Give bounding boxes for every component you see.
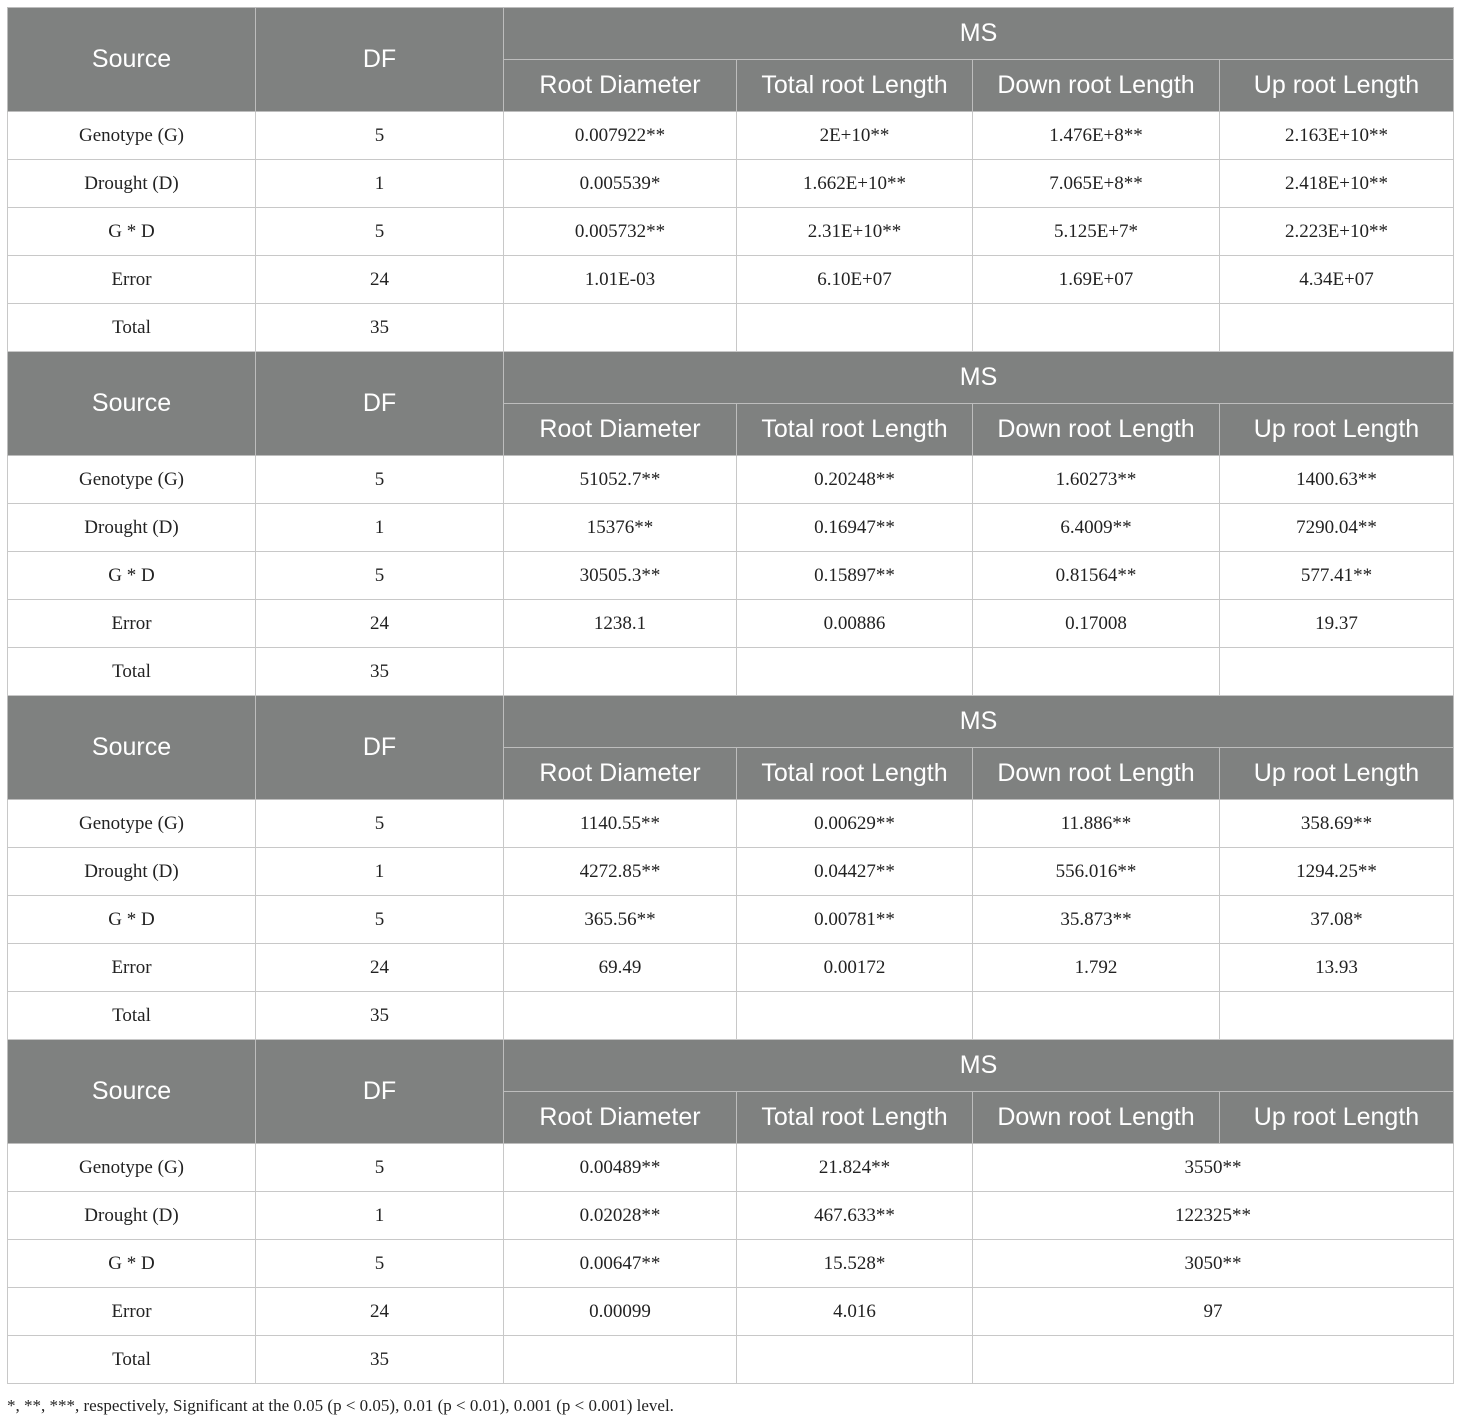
source-cell: G * D [8,1240,256,1288]
source-column-header: Source [8,352,256,456]
ms-value-cell: 365.56** [504,896,737,944]
table-row [8,1336,1454,1384]
ms-value-cell: 0.00647** [504,1240,737,1288]
ms-value-cell: 4.34E+07 [1220,256,1454,304]
ms-value-cell [504,304,737,352]
measure-column-header: Root Diameter [504,748,737,800]
source-cell: Error [8,600,256,648]
source-cell: Total [8,992,256,1040]
df-cell: 5 [256,800,504,848]
section-header-row [8,352,1454,404]
measure-column-header: Down root Length [973,60,1220,112]
df-cell: 5 [256,896,504,944]
table-row [8,848,1454,896]
measure-column-header: Total root Length [737,1092,973,1144]
ms-value-cell: 0.20248** [737,456,973,504]
df-cell: 1 [256,160,504,208]
ms-value-cell: 1.792 [973,944,1220,992]
table-row [8,1240,1454,1288]
section-header-row [8,696,1454,748]
df-cell: 35 [256,1336,504,1384]
ms-value-cell [504,1336,737,1384]
table-row [8,648,1454,696]
source-cell: Error [8,944,256,992]
table-row [8,944,1454,992]
ms-value-cell: 0.00099 [504,1288,737,1336]
df-cell: 1 [256,848,504,896]
ms-value-cell [973,1336,1454,1384]
df-column-header: DF [256,696,504,800]
ms-value-cell: 467.633** [737,1192,973,1240]
ms-value-cell: 11.886** [973,800,1220,848]
ms-value-cell: 6.4009** [973,504,1220,552]
ms-value-cell: 3050** [973,1240,1454,1288]
source-column-header: Source [8,1040,256,1144]
ms-value-cell [973,992,1220,1040]
ms-value-cell: 0.81564** [973,552,1220,600]
ms-value-cell: 1140.55** [504,800,737,848]
ms-value-cell: 1.69E+07 [973,256,1220,304]
ms-value-cell: 2.418E+10** [1220,160,1454,208]
ms-value-cell: 5.125E+7* [973,208,1220,256]
table-row [8,992,1454,1040]
ms-value-cell: 4272.85** [504,848,737,896]
ms-value-cell: 6.10E+07 [737,256,973,304]
ms-column-header: MS [504,696,1454,748]
df-cell: 1 [256,504,504,552]
table-row [8,1288,1454,1336]
source-cell: Drought (D) [8,160,256,208]
measure-column-header: Up root Length [1220,748,1454,800]
source-cell: Drought (D) [8,848,256,896]
measure-column-header: Total root Length [737,748,973,800]
ms-value-cell [1220,304,1454,352]
ms-value-cell: 0.00489** [504,1144,737,1192]
ms-value-cell: 358.69** [1220,800,1454,848]
df-cell: 35 [256,992,504,1040]
section-header-row [8,8,1454,60]
measure-column-header: Root Diameter [504,60,737,112]
ms-value-cell: 0.00781** [737,896,973,944]
source-cell: Drought (D) [8,504,256,552]
measure-column-header: Down root Length [973,748,1220,800]
df-cell: 24 [256,600,504,648]
ms-value-cell [1220,992,1454,1040]
anova-table [7,7,1454,1384]
measure-column-header: Total root Length [737,404,973,456]
table-row [8,256,1454,304]
df-cell: 24 [256,1288,504,1336]
source-cell: Drought (D) [8,1192,256,1240]
ms-value-cell: 37.08* [1220,896,1454,944]
source-cell: Error [8,1288,256,1336]
source-column-header: Source [8,8,256,112]
ms-value-cell: 1400.63** [1220,456,1454,504]
ms-value-cell [1220,648,1454,696]
ms-value-cell: 15.528* [737,1240,973,1288]
source-cell: Genotype (G) [8,112,256,160]
source-column-header: Source [8,696,256,800]
measure-column-header: Up root Length [1220,404,1454,456]
df-column-header: DF [256,352,504,456]
ms-value-cell: 30505.3** [504,552,737,600]
measure-column-header: Down root Length [973,404,1220,456]
ms-value-cell: 0.17008 [973,600,1220,648]
ms-value-cell: 1238.1 [504,600,737,648]
df-cell: 5 [256,1240,504,1288]
measure-column-header: Down root Length [973,1092,1220,1144]
table-row [8,456,1454,504]
df-cell: 5 [256,552,504,600]
ms-value-cell: 1.60273** [973,456,1220,504]
ms-value-cell: 0.15897** [737,552,973,600]
df-cell: 24 [256,256,504,304]
table-footnote: *, **, ***, respectively, Significant at the 0.05 (p < 0.05), 0.01 (p < 0.01), 0.001 (p < 0.001) level. [7,1396,674,1415]
ms-value-cell: 69.49 [504,944,737,992]
ms-value-cell: 51052.7** [504,456,737,504]
df-column-header: DF [256,8,504,112]
ms-value-cell: 21.824** [737,1144,973,1192]
ms-value-cell: 2.223E+10** [1220,208,1454,256]
measure-column-header: Up root Length [1220,1092,1454,1144]
ms-value-cell: 2.163E+10** [1220,112,1454,160]
ms-value-cell: 4.016 [737,1288,973,1336]
ms-value-cell: 35.873** [973,896,1220,944]
table-row [8,1144,1454,1192]
anova-table-body [8,8,1454,1384]
ms-value-cell: 15376** [504,504,737,552]
ms-value-cell [737,648,973,696]
table-row [8,504,1454,552]
table-row [8,304,1454,352]
ms-value-cell [504,648,737,696]
ms-value-cell: 0.04427** [737,848,973,896]
measure-column-header: Root Diameter [504,404,737,456]
ms-value-cell: 556.016** [973,848,1220,896]
ms-value-cell [973,304,1220,352]
df-cell: 1 [256,1192,504,1240]
ms-value-cell: 97 [973,1288,1454,1336]
df-cell: 5 [256,112,504,160]
ms-value-cell: 3550** [973,1144,1454,1192]
ms-value-cell: 0.00629** [737,800,973,848]
ms-value-cell: 7.065E+8** [973,160,1220,208]
ms-value-cell [973,648,1220,696]
table-row [8,160,1454,208]
ms-value-cell [737,1336,973,1384]
ms-value-cell [504,992,737,1040]
source-cell: Error [8,256,256,304]
ms-value-cell: 122325** [973,1192,1454,1240]
source-cell: G * D [8,896,256,944]
df-cell: 35 [256,304,504,352]
source-cell: Genotype (G) [8,800,256,848]
ms-value-cell: 0.007922** [504,112,737,160]
source-cell: Total [8,304,256,352]
ms-value-cell: 19.37 [1220,600,1454,648]
ms-column-header: MS [504,352,1454,404]
table-row [8,896,1454,944]
df-cell: 5 [256,456,504,504]
ms-value-cell: 13.93 [1220,944,1454,992]
ms-value-cell: 0.00886 [737,600,973,648]
ms-value-cell: 577.41** [1220,552,1454,600]
df-cell: 5 [256,208,504,256]
df-cell: 35 [256,648,504,696]
ms-value-cell: 1.662E+10** [737,160,973,208]
table-row [8,1192,1454,1240]
ms-value-cell [737,992,973,1040]
table-row [8,112,1454,160]
ms-column-header: MS [504,8,1454,60]
measure-column-header: Root Diameter [504,1092,737,1144]
table-row [8,552,1454,600]
ms-value-cell [737,304,973,352]
ms-value-cell: 1.01E-03 [504,256,737,304]
table-row [8,800,1454,848]
table-row [8,600,1454,648]
ms-value-cell: 0.16947** [737,504,973,552]
df-column-header: DF [256,1040,504,1144]
table-row [8,208,1454,256]
ms-value-cell: 2E+10** [737,112,973,160]
measure-column-header: Total root Length [737,60,973,112]
ms-value-cell: 0.00172 [737,944,973,992]
source-cell: Total [8,1336,256,1384]
df-cell: 24 [256,944,504,992]
source-cell: Genotype (G) [8,1144,256,1192]
source-cell: Total [8,648,256,696]
ms-value-cell: 0.005539* [504,160,737,208]
ms-value-cell: 7290.04** [1220,504,1454,552]
source-cell: G * D [8,552,256,600]
ms-value-cell: 0.005732** [504,208,737,256]
ms-value-cell: 1.476E+8** [973,112,1220,160]
measure-column-header: Up root Length [1220,60,1454,112]
source-cell: G * D [8,208,256,256]
ms-value-cell: 0.02028** [504,1192,737,1240]
ms-column-header: MS [504,1040,1454,1092]
section-header-row [8,1040,1454,1092]
df-cell: 5 [256,1144,504,1192]
ms-value-cell: 1294.25** [1220,848,1454,896]
source-cell: Genotype (G) [8,456,256,504]
ms-value-cell: 2.31E+10** [737,208,973,256]
